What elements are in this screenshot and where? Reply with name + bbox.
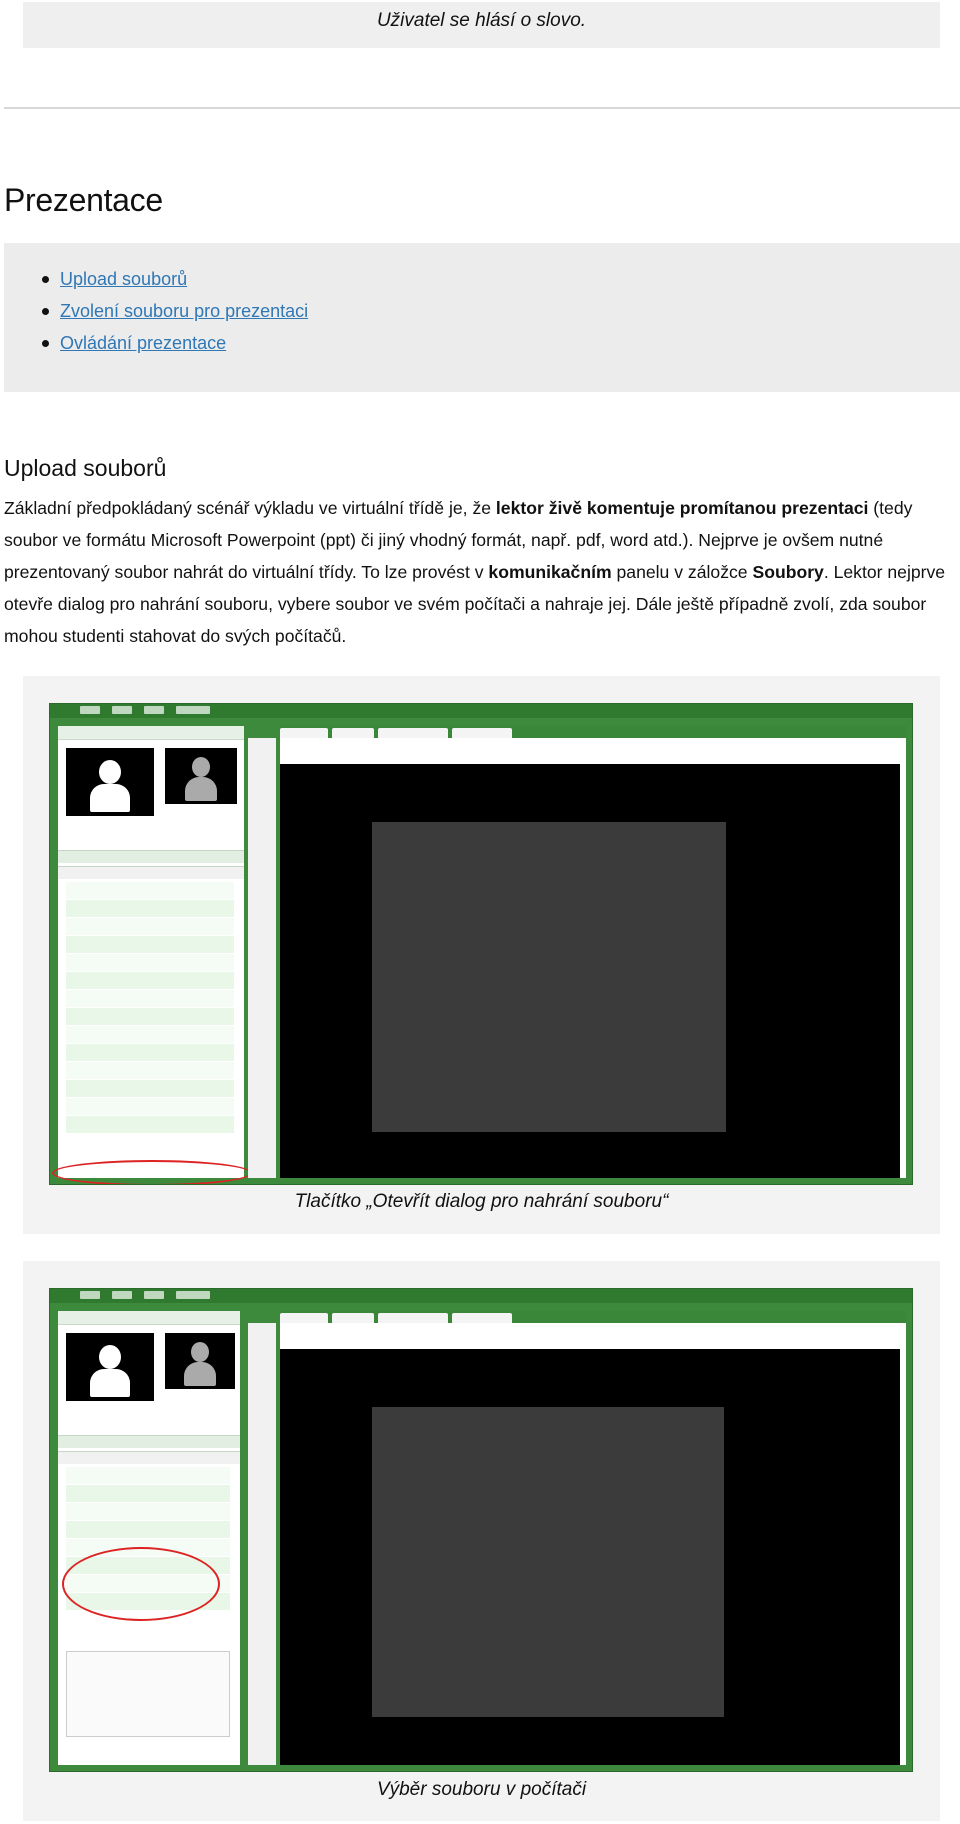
figure-caption: Tlačítko „Otevřít dialog pro nahrání souboru“ bbox=[294, 1191, 669, 1212]
video-student bbox=[165, 748, 237, 804]
bold-run: lektor živě komentuje promítanou prezentaci bbox=[495, 498, 869, 518]
text-run: . Lektor nejprve otevře dialog pro nahrání souboru, vybere soubor ve svém počítači a nahraje jej. Dále ještě případně zvolí, zda soubor mohou studenti stahovat do svých počítačů. bbox=[4, 562, 946, 646]
presentation-toolstrip bbox=[248, 738, 276, 1178]
app-menubar bbox=[50, 704, 912, 718]
toc-item bbox=[38, 263, 308, 295]
user-requests-floor-caption: Uživatel se hlásí o slovo. bbox=[23, 2, 940, 48]
body-paragraph bbox=[4, 492, 956, 652]
slide-placeholder bbox=[372, 1407, 724, 1717]
toc-item bbox=[38, 295, 308, 327]
presentation-area bbox=[280, 726, 906, 1178]
upload-dialog-button-highlight bbox=[52, 1160, 252, 1185]
figure-caption: Výběr souboru v počítači bbox=[376, 1779, 587, 1800]
file-chooser-highlight bbox=[62, 1547, 220, 1621]
figure-upload-button bbox=[23, 676, 940, 1234]
bold-run: komunikačním bbox=[488, 562, 612, 582]
video-lecturer bbox=[66, 1333, 154, 1401]
table-of-contents bbox=[4, 243, 960, 392]
screenshot-virtual-classroom bbox=[49, 703, 913, 1185]
text-run: Základní předpokládaný scénář výkladu ve virtuální třídě je, že bbox=[4, 498, 496, 518]
subsection-title: Upload souborů bbox=[4, 455, 167, 481]
communication-panel bbox=[58, 726, 244, 1178]
toc-link-presentation-control[interactable]: Ovládání prezentace bbox=[60, 333, 227, 353]
presentation-toolstrip bbox=[248, 1323, 276, 1765]
screenshot-virtual-classroom bbox=[49, 1288, 913, 1772]
horizontal-divider bbox=[4, 107, 960, 109]
bold-run: Soubory bbox=[752, 562, 824, 582]
text-run: (tedy soubor ve formátu Microsoft Powerpoint (ppt) či jiný vhodný formát, např. pdf, word atd.). Nejprve je ovšem nutné prezentovaný soubor nahrát do virtuální třídy. To lze provést v bbox=[4, 498, 913, 582]
communication-panel bbox=[58, 1311, 240, 1765]
toc-item bbox=[38, 327, 308, 359]
toc-link-select-file[interactable]: Zvolení souboru pro prezentaci bbox=[60, 301, 309, 321]
toc-link-upload[interactable]: Upload souborů bbox=[60, 269, 188, 289]
video-lecturer bbox=[66, 748, 154, 816]
presentation-area bbox=[280, 1311, 906, 1765]
section-title: Prezentace bbox=[4, 182, 163, 218]
video-student bbox=[165, 1333, 235, 1389]
text-run: panelu v záložce bbox=[611, 562, 753, 582]
app-menubar bbox=[50, 1289, 912, 1303]
slide-placeholder bbox=[372, 822, 726, 1132]
figure-file-selection bbox=[23, 1261, 940, 1821]
